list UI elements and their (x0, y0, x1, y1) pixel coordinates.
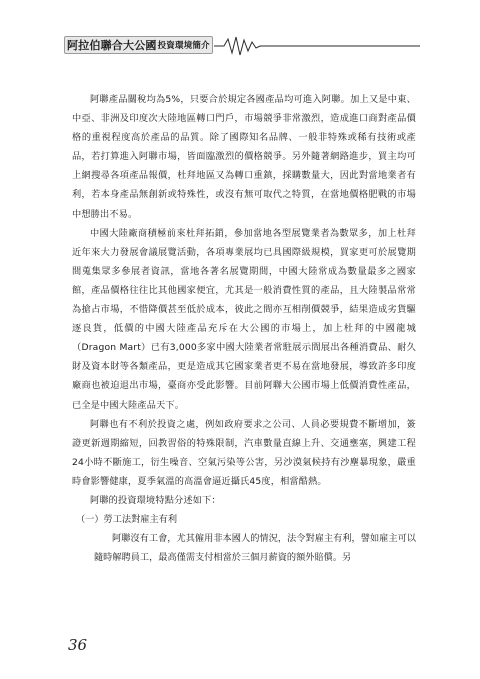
header-title-box (64, 36, 213, 54)
paragraph-china-competition: 中國大陸廠商積極前來杜拜拓銷，參加當地各型展覽業者為數眾多，加上杜拜近年來大力發展會議展覽活動，各項專業展均已具國際級規模，買家更可於展覽期間蒐集眾多參展者資訊，當地各著名展覽期間，中國大陸常成為數量最多之國家館，產品價格往往比其他國家便宜，尤其是一般消費性質的產品，且大陸製品常常為搶占市場，不惜降價甚至低於成本，彼此之間亦互相削價競爭，結果造成劣貨驅逐良貨，低價的中國大陸產品充斥在大公國的市場上，加上杜拜的中國龍城（Dragon Mart）已有3,000多家中國大陸業者常駐展示間展出各種消費品、耐久財及資本財等各類產品，更是造成其它國家業者更不易在當地發展，導致許多印度廠商也被迫退出市場，臺商亦受此影響。目前阿聯大公國市場上低價消費性產品，已全是中國大陸產品天下。 (72, 227, 416, 411)
page-number: 36 (68, 636, 88, 654)
paragraph-disadvantages: 阿聯也有不利於投資之處，例如政府要求之公司、人員必要規費不斷增加，簽證更新週期縮短，回教習俗的特殊限制，汽車數量直線上升、交通壅塞，興建工程24小時不斷施工，衍生噪音、空氣污染等公害，另沙漠氣候持有沙塵暴現象，嚴重時會影響健康，夏季氣溫的高溫會逼近攝氏45度，相當酷熱。 (72, 418, 416, 487)
header-title-sub: 投資環境簡介 (157, 41, 210, 51)
header-title-main: 阿拉伯聯合大公國 (67, 39, 157, 52)
body-text (72, 90, 416, 567)
running-header (64, 34, 420, 58)
section-paragraph: 阿聯沒有工會，尤其僱用非本國人的情況，法令對雇主有利，譬如雇主可以隨時解聘員工，最高僅需支付相當於三個月薪資的額外賠償。另 (94, 533, 416, 564)
paragraph-features-intro: 阿聯的投資環境特點分述如下： (90, 494, 221, 506)
section-heading: （一）勞工法對雇主有利 (76, 514, 178, 526)
paragraph-tariff: 阿聯產品關稅均為5%，只要合於規定各國產品均可進入阿聯。加上又是中東、中亞、非洲及印度次大陸地區轉口門戶，市場競爭非常激烈，造成進口商對產品價格的重視程度高於產品的品質。除了國際知名品牌、一般非特殊或稀有技術或產品，若打算進入阿聯市場，皆面臨激烈的價格競爭。另外隨著網路進步，買主均可上網搜尋各項產品報價，杜拜地區又為轉口重鎮，採購數量大，因此對當地業者有利，若本身產品無創新或特殊性，或沒有無可取代之特質，在當地價格肥戰的市場中想勝出不易。 (72, 94, 416, 220)
heartbeat-line-icon (214, 34, 420, 58)
